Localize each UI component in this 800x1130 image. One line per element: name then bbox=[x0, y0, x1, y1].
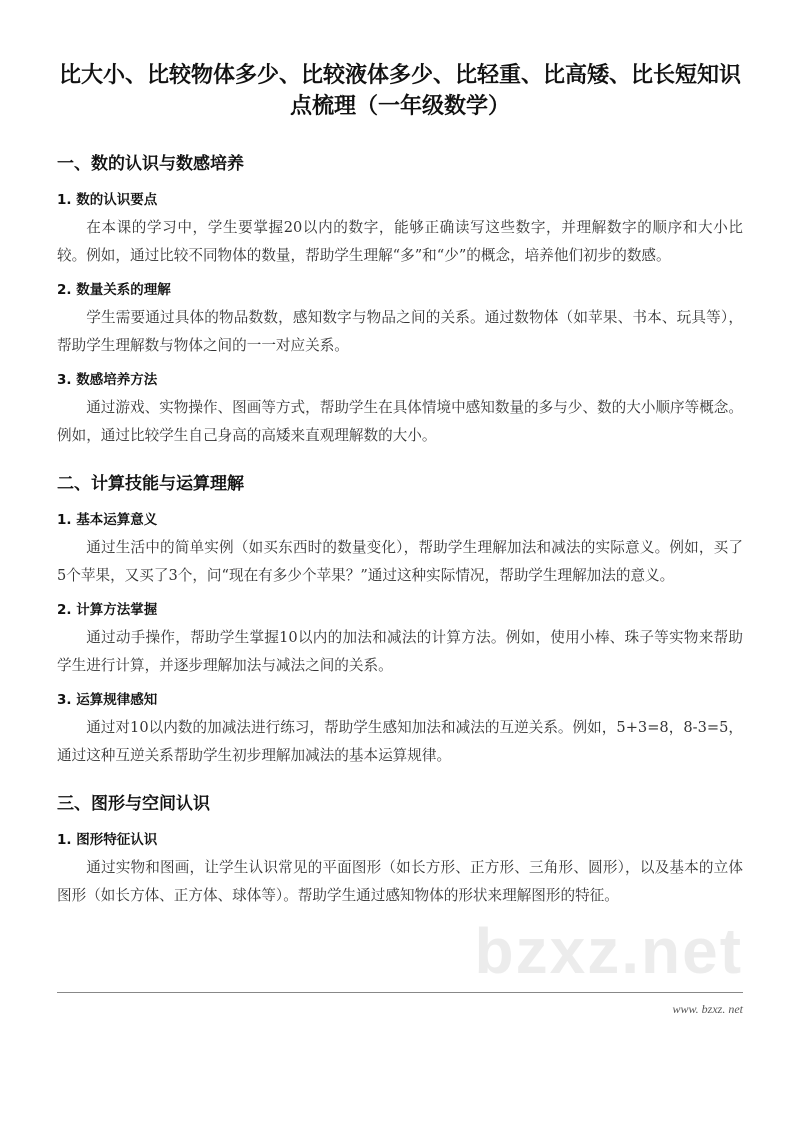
paragraph: 通过生活中的简单实例（如买东西时的数量变化），帮助学生理解加法和减法的实际意义。例如，买了5个苹果，又买了3个，问“现在有多少个苹果？”通过这种实际情况，帮助学生理解加法的意义。 bbox=[57, 539, 743, 584]
footer-divider bbox=[57, 992, 743, 993]
paragraph: 在本课的学习中，学生要掌握20以内的数字，能够正确读写这些数字，并理解数字的顺序和大小比较。例如，通过比较不同物体的数量，帮助学生理解“多”和“少”的概念，培养他们初步的数感。 bbox=[57, 219, 743, 264]
subsection-heading: 3. 数感培养方法 bbox=[57, 372, 158, 388]
section-heading: 三、图形与空间认识 bbox=[57, 794, 210, 814]
paragraph: 通过动手操作，帮助学生掌握10以内的加法和减法的计算方法。例如，使用小棒、珠子等实物来帮助学生进行计算，并逐步理解加法与减法之间的关系。 bbox=[57, 629, 743, 674]
document-title: 比大小、比较物体多少、比较液体多少、比轻重、比高矮、比长短知识点梳理（一年级数学） bbox=[58, 63, 741, 119]
subsection-heading: 1. 基本运算意义 bbox=[57, 512, 158, 528]
footer-url: www. bzxz. net bbox=[672, 1002, 743, 1016]
section-heading: 一、数的认识与数感培养 bbox=[57, 154, 244, 174]
section-heading: 二、计算技能与运算理解 bbox=[57, 474, 244, 494]
subsection-heading: 3. 运算规律感知 bbox=[57, 692, 158, 708]
watermark-row bbox=[57, 916, 743, 986]
paragraph: 通过游戏、实物操作、图画等方式，帮助学生在具体情境中感知数量的多与少、数的大小顺序等概念。例如，通过比较学生自己身高的高矮来直观理解数的大小。 bbox=[57, 399, 743, 444]
subsection-heading: 1. 图形特征认识 bbox=[57, 832, 158, 848]
subsection-heading: 2. 计算方法掌握 bbox=[57, 602, 158, 618]
subsection-heading: 2. 数量关系的理解 bbox=[57, 282, 171, 298]
subsection-heading: 1. 数的认识要点 bbox=[57, 192, 158, 208]
watermark: bzxz.net bbox=[474, 915, 743, 987]
paragraph: 学生需要通过具体的物品数数，感知数字与物品之间的关系。通过数物体（如苹果、书本、玩具等），帮助学生理解数与物体之间的一一对应关系。 bbox=[57, 309, 743, 354]
paragraph: 通过实物和图画，让学生认识常见的平面图形（如长方形、正方形、三角形、圆形），以及基本的立体图形（如长方体、正方体、球体等）。帮助学生通过感知物体的形状来理解图形的特征。 bbox=[57, 859, 743, 904]
paragraph: 通过对10以内数的加减法进行练习，帮助学生感知加法和减法的互逆关系。例如，5+3=8，8-3=5，通过这种互逆关系帮助学生初步理解加减法的基本运算规律。 bbox=[57, 719, 743, 764]
document-page bbox=[57, 0, 743, 1047]
